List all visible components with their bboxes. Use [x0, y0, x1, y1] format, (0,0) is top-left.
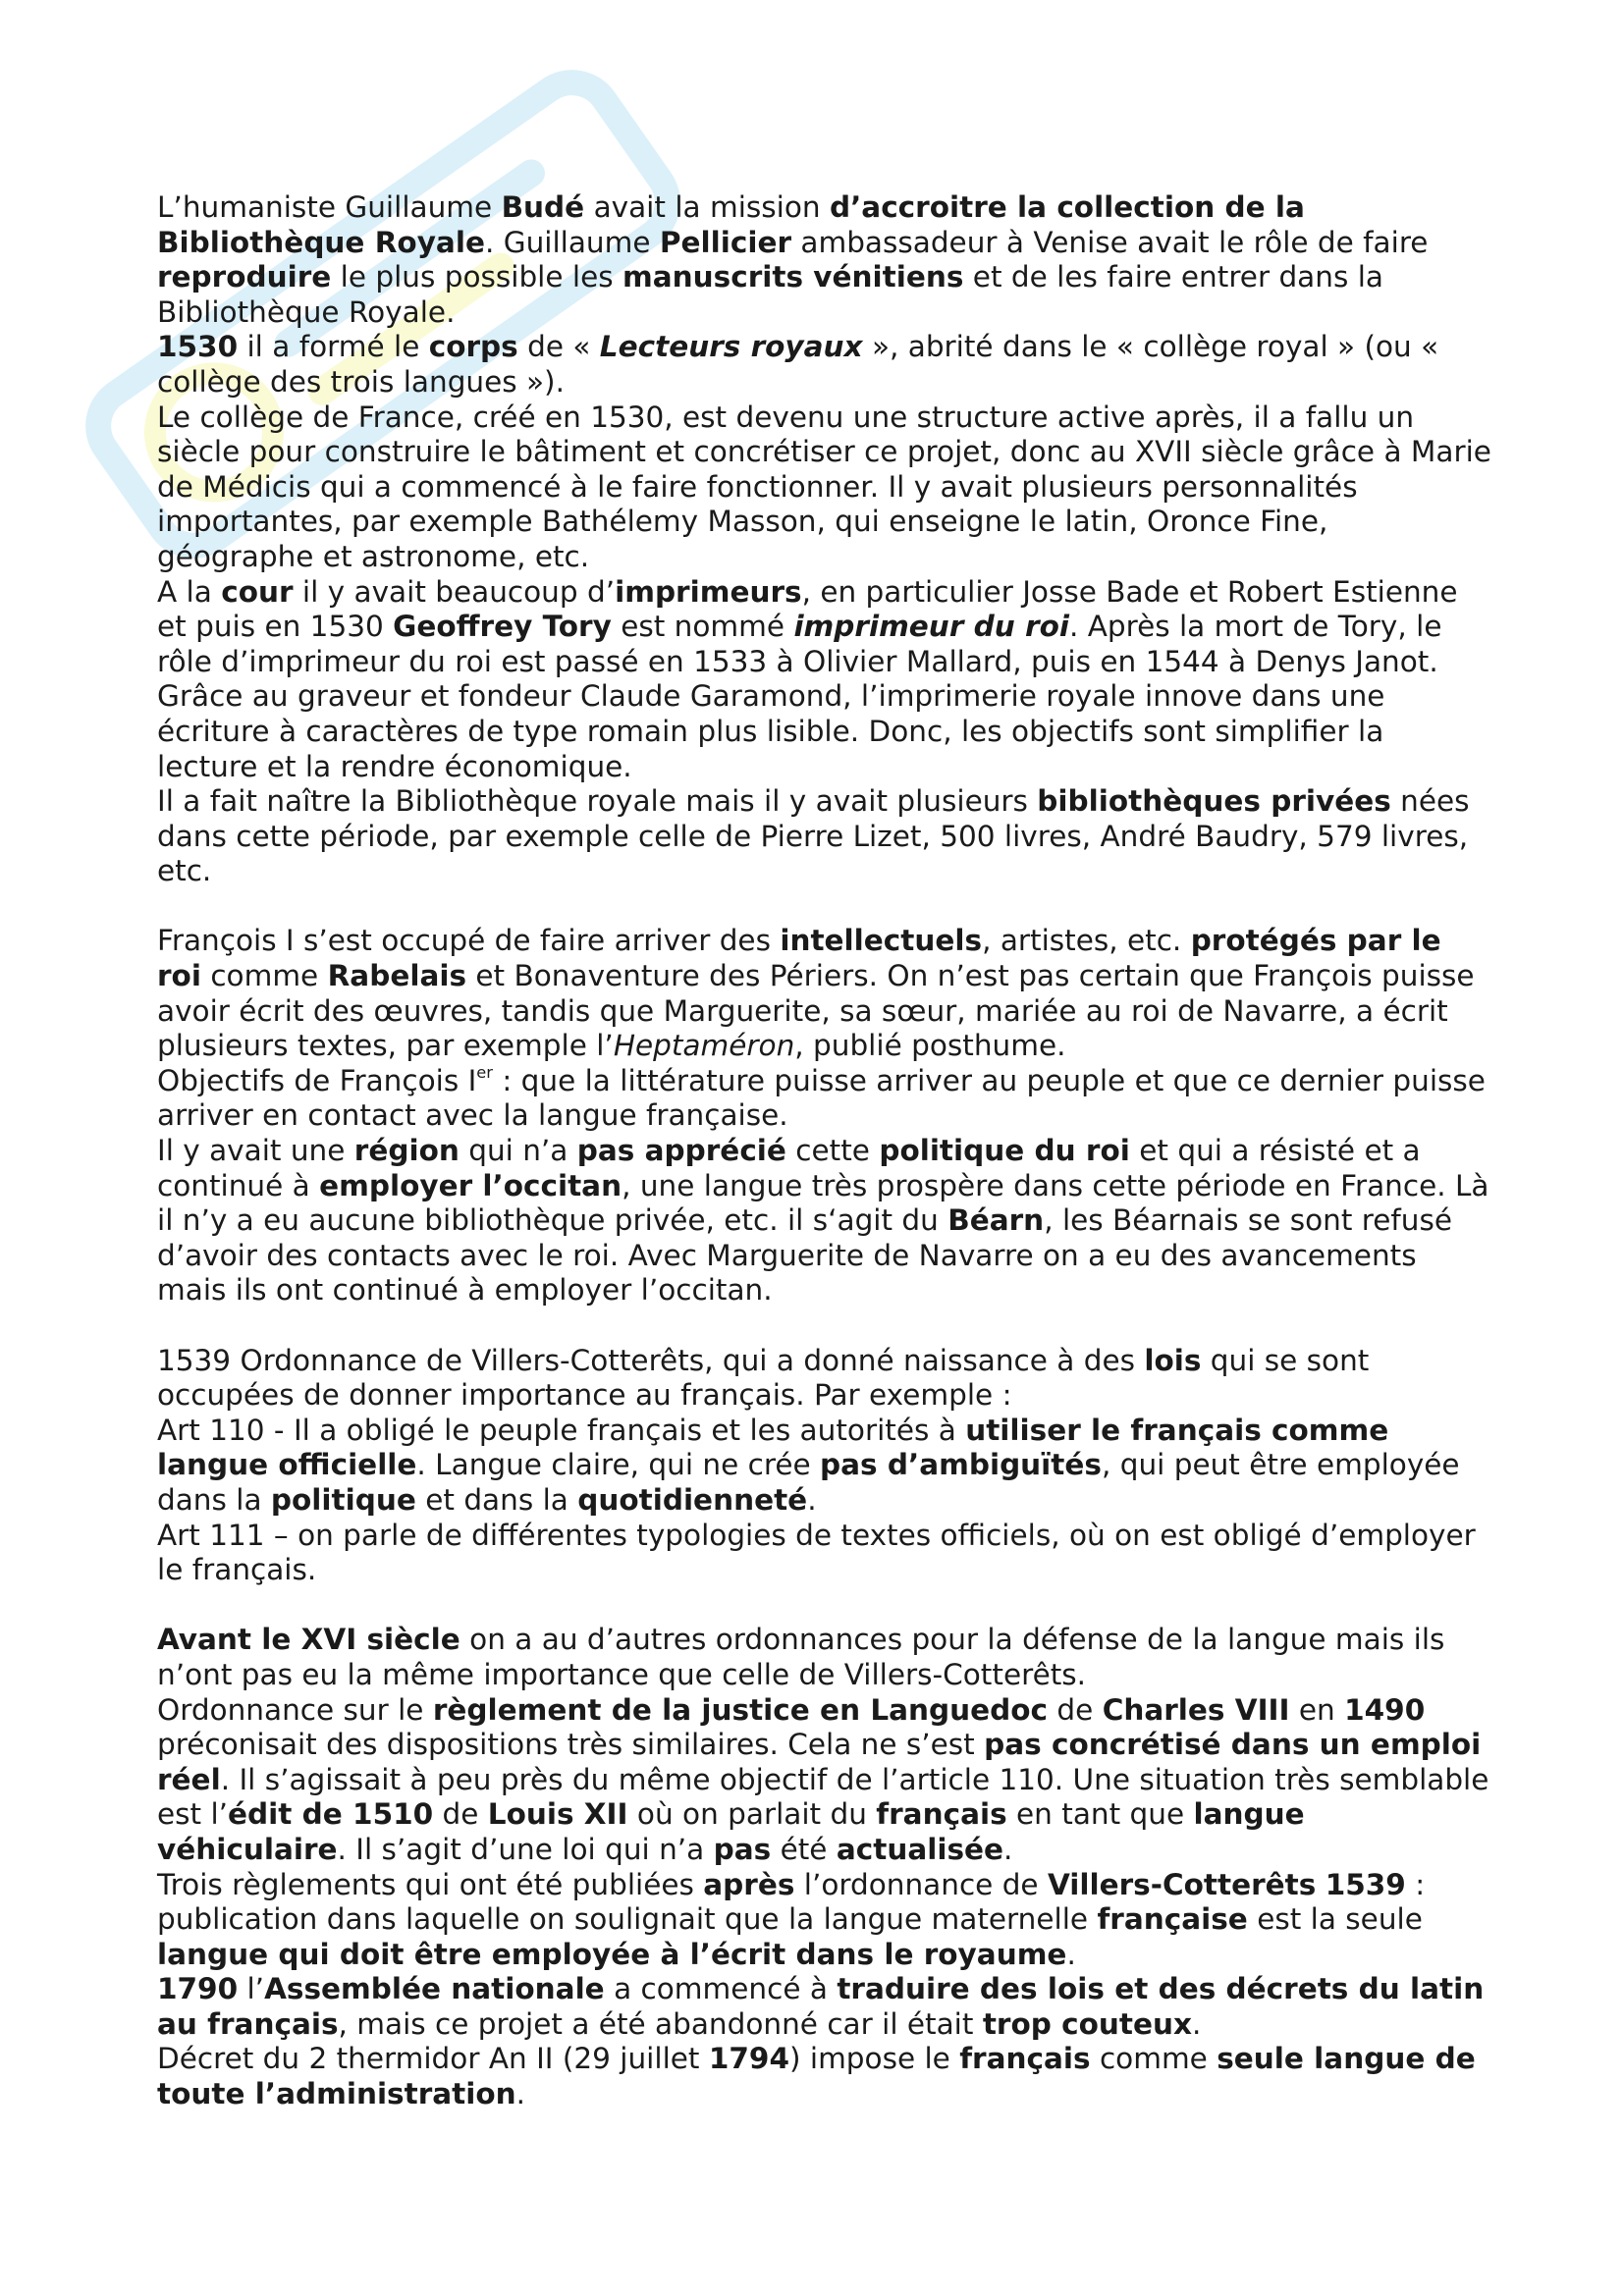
text-run — [1316, 1868, 1325, 1901]
bold-text: corps — [428, 330, 518, 364]
text-run: Art 111 – on parle de différentes typologies de textes officiels, où on est obligé d’employer le français. — [157, 1518, 1476, 1587]
bold-text: 1790 — [157, 1972, 239, 2006]
text-run: Objectifs de François I — [157, 1063, 477, 1097]
italic-text: Heptaméron — [613, 1029, 795, 1063]
bold-text: Villers-Cotterêts — [1047, 1867, 1317, 1901]
bold-text: trop couteux — [982, 2006, 1193, 2041]
text-run: et de les faire entrer dans la Bibliothèque Royale. — [157, 260, 1383, 329]
text-run: , mais ce projet a été abandonné car il était — [338, 2006, 983, 2041]
bold-text: Charles VIII — [1102, 1692, 1290, 1727]
text-run: . — [1192, 2006, 1202, 2041]
text-run: l’ordonnance de — [794, 1867, 1048, 1901]
text-run: François I s’est occupé de faire arriver des — [157, 924, 781, 958]
text-run: : que la littérature puisse arriver au peuple et que ce dernier puisse arriver en contact avec la langue française. — [157, 1063, 1486, 1133]
bold-text: 1490 — [1344, 1692, 1426, 1727]
bold-text: Béarn — [947, 1203, 1045, 1238]
bold-text: cour — [221, 574, 294, 609]
text-run: . — [807, 1482, 817, 1517]
bold-text: pas — [713, 1832, 772, 1866]
bold-text: 1539 — [1325, 1867, 1406, 1901]
bold-text: 1530 — [157, 330, 239, 364]
text-run: il a formé le — [238, 330, 429, 364]
text-run: L’humaniste Guillaume — [157, 190, 502, 224]
text-run: en tant que — [1006, 1797, 1194, 1832]
paragraph-gap — [157, 889, 1492, 925]
paragraph-bearn — [157, 1134, 1492, 1308]
bold-text: Assemblée nationale — [264, 1972, 605, 2006]
bold-text: protégés par le roi — [157, 924, 1441, 993]
paragraph-villers-cotterets — [157, 1344, 1492, 1414]
text-run: . — [515, 2077, 526, 2111]
text-run: , artistes, etc. — [982, 924, 1191, 958]
bold-text: pas apprécié — [576, 1134, 786, 1168]
paragraph-lecteurs-royaux — [157, 330, 1492, 400]
paragraph-bibliotheques — [157, 784, 1492, 889]
text-run: on a au d’autres ordonnances pour la défense de la langue mais ils n’ont pas eu la même importance que celle de Villers-Cotterêts. — [157, 1623, 1445, 1691]
text-run: A la — [157, 574, 222, 609]
bold-text: d’accroitre la collection de la Bibliothèque Royale — [157, 190, 1305, 259]
text-run: cette — [785, 1134, 880, 1168]
text-run: de « — [517, 330, 600, 364]
text-run: . Langue claire, qui ne crée — [416, 1448, 821, 1482]
paragraph-bude — [157, 190, 1492, 330]
bold-text: pas concrétisé dans un emploi réel — [157, 1728, 1482, 1796]
bold-text: politique — [270, 1482, 416, 1517]
text-run: Le collège de France, créé en 1530, est devenu une structure active après, il a fallu un siècle pour construire le bâtiment et concrétiser ce projet, donc au XVII siècle grâce à Marie de Médicis qui a commencé à le faire fonctionner. Il y avait plusieurs personnalités importantes, par exemple Bathélemy Masson, qui enseigne le latin, Oronce Fine, géographe et astronome, etc. — [157, 400, 1491, 573]
paragraph-languedoc — [157, 1693, 1492, 1868]
bold-text: employer l’occitan — [319, 1168, 622, 1202]
bold-text: Budé — [501, 190, 585, 224]
bold-text: imprimeurs — [615, 574, 802, 609]
paragraph-avant-xvi — [157, 1623, 1492, 1692]
bold-text: Louis XII — [487, 1797, 628, 1832]
document-body — [157, 190, 1492, 2112]
text-run: Il a fait naître la Bibliothèque royale mais il y avait plusieurs — [157, 784, 1038, 819]
bold-text: utiliser le français comme langue officielle — [157, 1413, 1389, 1482]
paragraph-trois-reglements — [157, 1868, 1492, 1973]
text-run: le plus possible les — [331, 260, 622, 294]
text-run: qui n’a — [459, 1134, 577, 1168]
text-run: qui se sont occupées de donner importance au français. Par exemple : — [157, 1343, 1370, 1413]
text-run: été — [771, 1832, 837, 1866]
paragraph-art-110 — [157, 1414, 1492, 1519]
text-run: comme — [1090, 2042, 1217, 2076]
text-run: comme — [200, 959, 328, 993]
text-run: , les Béarnais se sont refusé d’avoir des contacts avec le roi. Avec Marguerite de Navarre on a eu des avancements mais ils ont continué à employer l’occitan. — [157, 1203, 1453, 1308]
text-run: Art 110 - Il a obligé le peuple français et les autorités à — [157, 1413, 966, 1447]
text-run: est la seule — [1247, 1902, 1423, 1937]
bold-text: actualisée — [836, 1832, 1004, 1866]
bold-text: après — [703, 1867, 795, 1901]
paragraph-1790 — [157, 1972, 1492, 2042]
paragraph-1794 — [157, 2042, 1492, 2111]
text-run: préconisait des dispositions très similaires. Cela ne s’est — [157, 1728, 985, 1762]
paragraph-gap — [157, 1588, 1492, 1624]
text-run: Ordonnance sur le — [157, 1692, 433, 1727]
bold-text: Avant le XVI siècle — [157, 1623, 460, 1657]
text-run: l’ — [238, 1972, 265, 2006]
bold-text: quotidienneté — [577, 1482, 808, 1517]
text-run: . Il s’agit d’une loi qui n’a — [337, 1832, 714, 1866]
text-run: et dans la — [415, 1482, 578, 1517]
bold-text: pas d’ambiguïtés — [820, 1448, 1102, 1482]
bold-text: région — [353, 1134, 460, 1168]
text-run: , en particulier Josse Bade et Robert Estienne et puis en 1530 — [157, 574, 1458, 644]
bold-italic-text: imprimeur du roi — [793, 610, 1069, 644]
bold-text: Geoffrey Tory — [393, 610, 612, 644]
bold-text: bibliothèques privées — [1037, 784, 1391, 819]
paragraph-college-de-france — [157, 400, 1492, 575]
text-run: », abrité dans le « collège royal » (ou « collège des trois langues »). — [157, 330, 1439, 399]
text-run: et Bonaventure des Périers. On n’est pas certain que François puisse avoir écrit des œuvres, tandis que Marguerite, sa sœur, mariée au roi de Navarre, a écrit plusieurs textes, par exemple l’ — [157, 959, 1475, 1063]
text-run: , une langue très prospère dans cette période en France. Là il n’y a eu aucune bibliothèque privée, etc. il s‘agit du — [157, 1168, 1489, 1238]
text-run: de — [433, 1797, 488, 1832]
bold-text: langue véhiculaire — [157, 1797, 1305, 1866]
text-run: est nommé — [611, 610, 794, 644]
text-run: en — [1289, 1692, 1345, 1727]
bold-text: française — [1097, 1902, 1248, 1937]
text-run: . — [1003, 1832, 1013, 1866]
text-run: . Après la mort de Tory, le rôle d’imprimeur du roi est passé en 1533 à Olivier Mallard, puis en 1544 à Denys Janot. Grâce au graveur et fondeur Claude Garamond, l’imprimerie royale innove dans une écriture à caractères de type romain plus lisible. Donc, les objectifs sont simplifier la lecture et la rendre économique. — [157, 610, 1442, 783]
text-run: Décret du 2 thermidor An II (29 juillet — [157, 2042, 709, 2076]
text-run: avait la mission — [584, 190, 830, 224]
superscript-text: er — [476, 1062, 493, 1082]
bold-text: édit de 1510 — [228, 1797, 434, 1832]
text-run: a commencé à — [604, 1972, 838, 2006]
text-run: : publication dans laquelle on soulignait que la langue maternelle — [157, 1867, 1426, 1937]
bold-text: Rabelais — [327, 959, 467, 993]
paragraph-gap — [157, 1308, 1492, 1344]
bold-text: Pellicier — [659, 225, 792, 259]
text-run: nées dans cette période, par exemple celle de Pierre Lizet, 500 livres, André Baudry, 579 livres, etc. — [157, 784, 1470, 888]
text-run: 1539 Ordonnance de Villers-Cotterêts, qui a donné naissance à des — [157, 1343, 1145, 1377]
paragraph-francois-intellectuels — [157, 924, 1492, 1063]
text-run: de — [1048, 1692, 1103, 1727]
text-run: , publié posthume. — [794, 1029, 1066, 1063]
text-run: ) impose le — [788, 2042, 960, 2076]
text-run: Trois règlements qui ont été publiées — [157, 1867, 704, 1901]
bold-text: reproduire — [157, 260, 332, 294]
text-run: il y avait beaucoup d’ — [293, 574, 616, 609]
text-run: . Il s’agissait à peu près du même objectif de l’article 110. Une situation très semblable est l’ — [157, 1762, 1489, 1832]
text-run: où on parlait du — [627, 1797, 877, 1832]
text-run: ambassadeur à Venise avait le rôle de faire — [791, 225, 1429, 259]
bold-text: règlement de la justice en Languedoc — [432, 1692, 1049, 1727]
bold-italic-text: Lecteurs royaux — [599, 330, 863, 364]
text-run: et qui a résisté et a continué à — [157, 1134, 1421, 1202]
paragraph-objectifs — [157, 1064, 1492, 1134]
bold-text: traduire des lois et des décrets du latin au français — [157, 1972, 1485, 2041]
bold-text: politique du roi — [879, 1134, 1130, 1168]
bold-text: langue qui doit être employée à l’écrit dans le royaume — [157, 1937, 1067, 1971]
paragraph-imprimeurs — [157, 575, 1492, 785]
text-run: . — [1066, 1937, 1076, 1971]
bold-text: seule langue de toute l’administration — [157, 2042, 1476, 2111]
bold-text: 1794 — [708, 2042, 789, 2076]
paragraph-art-111 — [157, 1519, 1492, 1588]
bold-text: français — [876, 1797, 1007, 1832]
bold-text: intellectuels — [780, 924, 983, 958]
bold-text: lois — [1144, 1343, 1202, 1377]
text-run: , qui peut être employée dans la — [157, 1448, 1460, 1517]
text-run: . Guillaume — [484, 225, 660, 259]
bold-text: manuscrits vénitiens — [622, 260, 964, 294]
bold-text: français — [959, 2042, 1091, 2076]
text-run: Il y avait une — [157, 1134, 354, 1168]
